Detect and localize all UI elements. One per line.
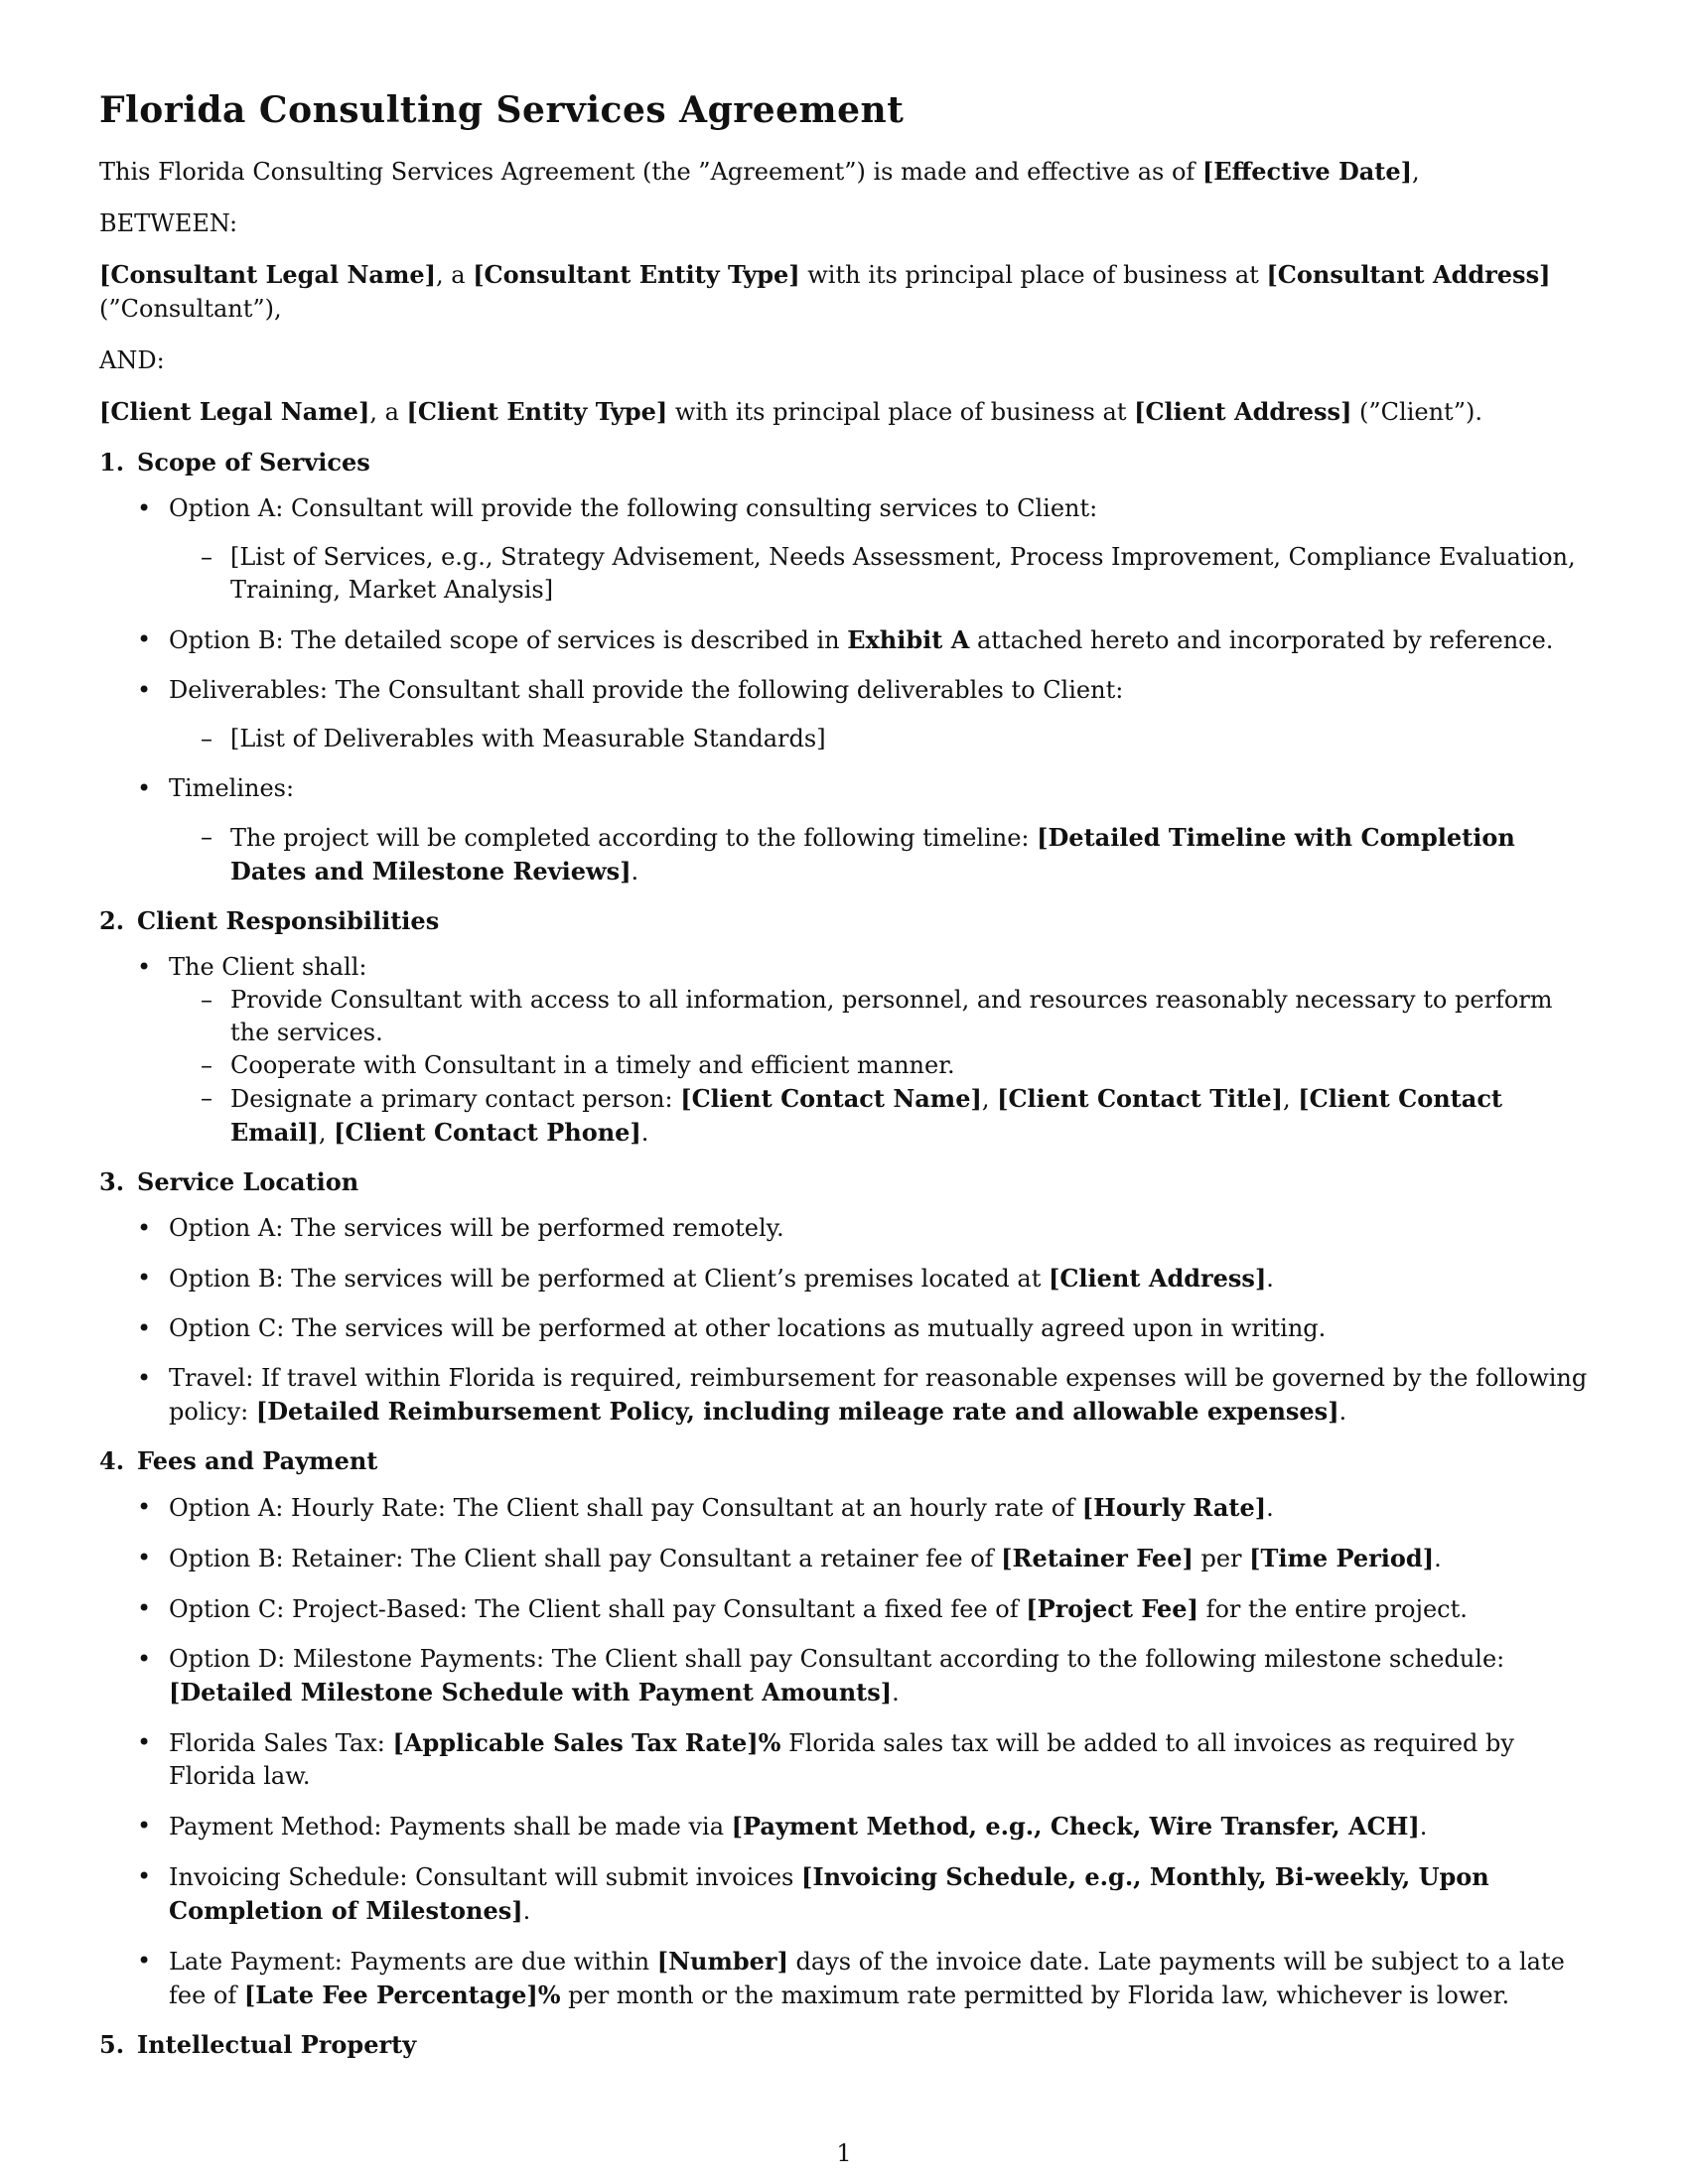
list-item: • The Client shall: – Provide Consultant with access to all information, personnel, and resources reasonably necessary to perform the services. – Cooperate with Consultant in a timely and efficient manner. – Designate a primary contact person: [Client Contact Name], [Client Contact Title], [Client Contact Email], [Client Contact Phone].	[99, 951, 1589, 1150]
effective-date-field: [Effective Date]	[1201, 157, 1413, 186]
consultant-paragraph: [Consultant Legal Name], a [Consultant Entity Type] with its principal place of business at [Consultant Address] (”Consultant”),	[99, 260, 1551, 323]
document-page	[99, 89, 1589, 2075]
client-entity-field: [Client Entity Type]	[406, 397, 668, 426]
list-item: • Travel: If travel within Florida is required, reimbursement for reasonable expenses will be governed by the following policy: [Detailed Reimbursement Policy, including mileage rate and allowable expenses].	[99, 1362, 1589, 1429]
list-item: • Payment Method: Payments shall be made via [Payment Method, e.g., Check, Wire Transfer, ACH].	[99, 1810, 1589, 1843]
client-responsibilities-list	[99, 951, 1589, 1150]
exhibit-reference: Exhibit A	[847, 625, 970, 654]
consultant-name-field: [Consultant Legal Name]	[99, 260, 436, 289]
list-item: – Designate a primary contact person: [Client Contact Name], [Client Contact Title], [Client Contact Email], [Client Contact Phone].	[169, 1082, 1589, 1150]
consultant-entity-field: [Consultant Entity Type]	[473, 260, 800, 289]
list-item: • Option A: Hourly Rate: The Client shall pay Consultant at an hourly rate of [Hourly Rate].	[99, 1491, 1589, 1525]
list-item: • Option C: Project-Based: The Client shall pay Consultant a fixed fee of [Project Fee] for the entire project.	[99, 1592, 1589, 1626]
list-item: • Option B: The services will be performed at Client’s premises located at [Client Address].	[99, 1262, 1589, 1296]
list-item: – The project will be completed according to the following timeline: [Detailed Timeline with Completion Dates and Milestone Reviews].	[169, 821, 1589, 888]
scope-list	[99, 492, 1589, 888]
consultant-address-field: [Consultant Address]	[1266, 260, 1551, 289]
list-item: – Cooperate with Consultant in a timely and efficient manner.	[169, 1049, 1589, 1082]
section-heading-service-location: 3. Service Location	[99, 1167, 359, 1196]
list-item: • Option C: The services will be performed at other locations as mutually agreed upon in writing.	[99, 1312, 1589, 1345]
and-label: AND:	[99, 346, 165, 374]
section-heading-scope: 1. Scope of Services	[99, 448, 370, 477]
client-paragraph: [Client Legal Name], a [Client Entity Type] with its principal place of business at [Client Address] (”Client”).	[99, 397, 1482, 426]
section-heading-client-responsibilities: 2. Client Responsibilities	[99, 906, 440, 935]
list-item: – [List of Deliverables with Measurable Standards]	[169, 723, 1589, 755]
section-heading-intellectual-property: 5. Intellectual Property	[99, 2030, 417, 2059]
document-title: Florida Consulting Services Agreement	[99, 89, 905, 131]
service-location-list	[99, 1212, 1589, 1429]
list-item: • Late Payment: Payments are due within [Number] days of the invoice date. Late payments will be subject to a late fee of [Late Fee Percentage]% per month or the maximum rate permitted by Florida law, whichever is lower.	[99, 1945, 1589, 2012]
client-name-field: [Client Legal Name]	[99, 397, 370, 426]
list-item: • Deliverables: The Consultant shall provide the following deliverables to Client: – [List of Deliverables with Measurable Standards]	[99, 674, 1589, 755]
section-heading-fees: 4. Fees and Payment	[99, 1446, 378, 1475]
list-item: • Option B: Retainer: The Client shall pay Consultant a retainer fee of [Retainer Fee] per [Time Period].	[99, 1542, 1589, 1575]
list-item: • Timelines: – The project will be completed according to the following timeline: [Detailed Timeline with Completion Dates and Milestone Reviews].	[99, 772, 1589, 888]
fees-list	[99, 1491, 1589, 2012]
list-item: – Provide Consultant with access to all information, personnel, and resources reasonably necessary to perform the services.	[169, 984, 1589, 1049]
intro-paragraph: This Florida Consulting Services Agreement (the ”Agreement”) is made and effective as of [Effective Date],	[99, 157, 1420, 186]
list-item: • Option A: Consultant will provide the following consulting services to Client: – [List of Services, e.g., Strategy Advisement, Needs Assessment, Process Improvement, Compliance Evaluation, Training, Market Analysis]	[99, 492, 1589, 607]
list-item: • Florida Sales Tax: [Applicable Sales Tax Rate]% Florida sales tax will be added to all invoices as required by Florida law.	[99, 1726, 1589, 1793]
list-item: • Option B: The detailed scope of services is described in Exhibit A attached hereto and incorporated by reference.	[99, 623, 1589, 657]
list-item: • Option D: Milestone Payments: The Client shall pay Consultant according to the following milestone schedule: [Detailed Milestone Schedule with Payment Amounts].	[99, 1643, 1589, 1709]
list-item: • Invoicing Schedule: Consultant will submit invoices [Invoicing Schedule, e.g., Monthly, Bi-weekly, Upon Completion of Milestones].	[99, 1860, 1589, 1928]
client-address-field: [Client Address]	[1134, 397, 1352, 426]
list-item: • Option A: The services will be performed remotely.	[99, 1212, 1589, 1245]
between-label: BETWEEN:	[99, 209, 238, 237]
page-number: 1	[836, 2139, 852, 2167]
list-item: – [List of Services, e.g., Strategy Advisement, Needs Assessment, Process Improvement, Compliance Evaluation, Training, Market Analysis]	[169, 541, 1589, 607]
